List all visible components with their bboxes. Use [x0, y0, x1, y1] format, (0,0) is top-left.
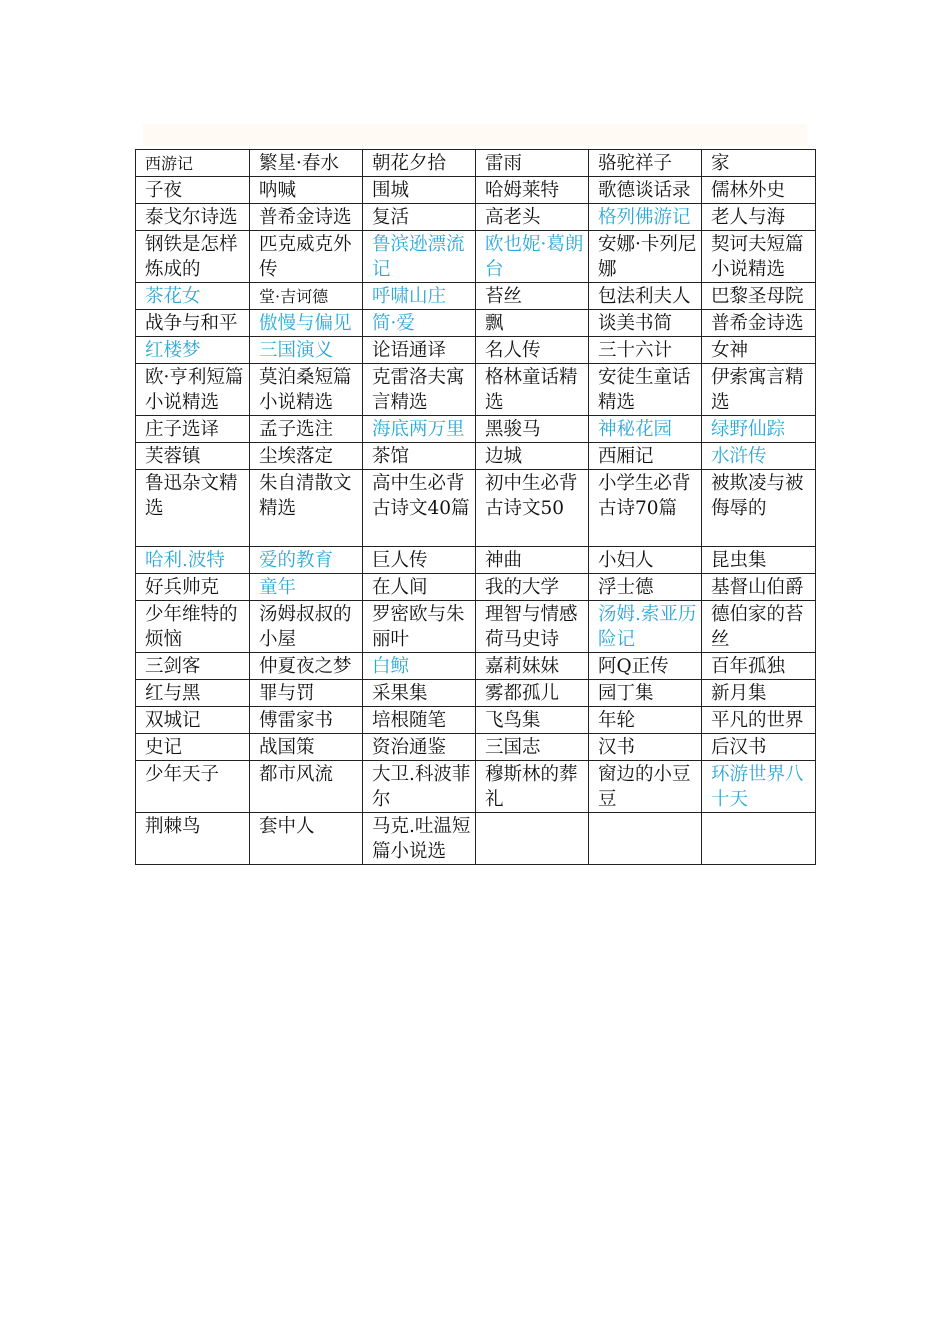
book-cell: 格林童话精选 [476, 364, 589, 416]
book-cell: 马克.吐温短篇小说选 [363, 813, 476, 865]
table-row [136, 283, 816, 310]
book-cell: 阿Q正传 [589, 653, 702, 680]
book-cell: 罗密欧与朱丽叶 [363, 601, 476, 653]
book-cell: 莫泊桑短篇小说精选 [250, 364, 363, 416]
book-cell: 荆棘鸟 [136, 813, 250, 865]
book-cell: 汤姆叔叔的小屋 [250, 601, 363, 653]
book-cell: 海底两万里 [363, 416, 476, 443]
book-cell: 复活 [363, 204, 476, 231]
book-cell: 史记 [136, 734, 250, 761]
book-cell: 鲁迅杂文精选 [136, 470, 250, 547]
book-cell: 基督山伯爵 [702, 574, 816, 601]
book-cell: 采果集 [363, 680, 476, 707]
book-cell: 儒林外史 [702, 177, 816, 204]
book-cell: 都市风流 [250, 761, 363, 813]
table-row [136, 574, 816, 601]
table-row [136, 470, 816, 547]
book-cell [702, 813, 816, 865]
book-cell: 茶馆 [363, 443, 476, 470]
book-cell: 歌德谈话录 [589, 177, 702, 204]
book-cell: 哈姆莱特 [476, 177, 589, 204]
book-cell: 百年孤独 [702, 653, 816, 680]
book-cell: 三十六计 [589, 337, 702, 364]
book-cell: 呼啸山庄 [363, 283, 476, 310]
book-cell: 三国志 [476, 734, 589, 761]
book-cell: 繁星·春水 [250, 150, 363, 177]
book-cell: 傅雷家书 [250, 707, 363, 734]
table-row [136, 416, 816, 443]
table-row [136, 547, 816, 574]
book-cell: 三国演义 [250, 337, 363, 364]
book-cell: 罪与罚 [250, 680, 363, 707]
book-cell: 普希金诗选 [702, 310, 816, 337]
book-cell: 黑骏马 [476, 416, 589, 443]
book-cell [476, 813, 589, 865]
book-cell: 朱自清散文精选 [250, 470, 363, 547]
table-row [136, 734, 816, 761]
book-cell: 初中生必背古诗文50 [476, 470, 589, 547]
table-row [136, 364, 816, 416]
book-cell: 欧·亨利短篇小说精选 [136, 364, 250, 416]
book-cell: 伊索寓言精选 [702, 364, 816, 416]
book-cell: 呐喊 [250, 177, 363, 204]
book-cell: 白鲸 [363, 653, 476, 680]
book-cell: 朝花夕拾 [363, 150, 476, 177]
book-cell: 安娜·卡列尼娜 [589, 231, 702, 283]
book-cell: 大卫.科波菲尔 [363, 761, 476, 813]
book-cell: 简·爱 [363, 310, 476, 337]
book-cell: 论语通译 [363, 337, 476, 364]
table-row [136, 231, 816, 283]
book-cell: 嘉莉妹妹 [476, 653, 589, 680]
book-cell: 少年天子 [136, 761, 250, 813]
table-row [136, 707, 816, 734]
book-cell: 童年 [250, 574, 363, 601]
book-cell: 钢铁是怎样炼成的 [136, 231, 250, 283]
book-cell: 包法利夫人 [589, 283, 702, 310]
book-cell: 穆斯林的葬礼 [476, 761, 589, 813]
book-cell: 名人传 [476, 337, 589, 364]
book-cell: 边城 [476, 443, 589, 470]
book-cell: 战争与和平 [136, 310, 250, 337]
book-cell: 茶花女 [136, 283, 250, 310]
book-cell: 窗边的小豆豆 [589, 761, 702, 813]
book-cell: 克雷洛夫寓言精选 [363, 364, 476, 416]
book-cell: 我的大学 [476, 574, 589, 601]
table-row [136, 204, 816, 231]
table-row [136, 761, 816, 813]
book-cell: 套中人 [250, 813, 363, 865]
book-cell: 围城 [363, 177, 476, 204]
book-cell: 巴黎圣母院 [702, 283, 816, 310]
book-cell: 三剑客 [136, 653, 250, 680]
book-cell: 老人与海 [702, 204, 816, 231]
book-cell: 新月集 [702, 680, 816, 707]
book-cell: 年轮 [589, 707, 702, 734]
book-cell: 格列佛游记 [589, 204, 702, 231]
book-cell: 高老头 [476, 204, 589, 231]
book-cell: 小学生必背古诗70篇 [589, 470, 702, 547]
book-cell: 西厢记 [589, 443, 702, 470]
book-cell: 神秘花园 [589, 416, 702, 443]
book-cell: 契诃夫短篇小说精选 [702, 231, 816, 283]
book-cell: 西游记 [136, 150, 250, 177]
book-cell: 孟子选注 [250, 416, 363, 443]
book-cell: 泰戈尔诗选 [136, 204, 250, 231]
book-cell: 园丁集 [589, 680, 702, 707]
book-cell: 鲁滨逊漂流记 [363, 231, 476, 283]
book-cell: 资治通鉴 [363, 734, 476, 761]
book-cell: 飞鸟集 [476, 707, 589, 734]
book-cell: 神曲 [476, 547, 589, 574]
table-row [136, 337, 816, 364]
book-cell: 巨人传 [363, 547, 476, 574]
book-cell: 安徒生童话精选 [589, 364, 702, 416]
table-row [136, 680, 816, 707]
table-row [136, 653, 816, 680]
book-cell: 庄子选译 [136, 416, 250, 443]
book-cell: 理智与情感荷马史诗 [476, 601, 589, 653]
book-list-table [135, 149, 816, 865]
book-cell: 芙蓉镇 [136, 443, 250, 470]
book-cell: 尘埃落定 [250, 443, 363, 470]
table-row [136, 150, 816, 177]
header-band [143, 124, 807, 146]
book-cell: 后汉书 [702, 734, 816, 761]
book-cell: 双城记 [136, 707, 250, 734]
table-row [136, 813, 816, 865]
book-cell: 好兵帅克 [136, 574, 250, 601]
book-cell: 匹克威克外传 [250, 231, 363, 283]
book-cell: 小妇人 [589, 547, 702, 574]
book-cell: 德伯家的苔丝 [702, 601, 816, 653]
table-row [136, 443, 816, 470]
book-cell: 爱的教育 [250, 547, 363, 574]
book-cell: 普希金诗选 [250, 204, 363, 231]
book-cell: 被欺凌与被侮辱的 [702, 470, 816, 547]
book-cell: 在人间 [363, 574, 476, 601]
book-cell: 雾都孤儿 [476, 680, 589, 707]
book-cell: 高中生必背古诗文40篇 [363, 470, 476, 547]
book-cell: 汉书 [589, 734, 702, 761]
book-cell: 傲慢与偏见 [250, 310, 363, 337]
book-cell: 环游世界八十天 [702, 761, 816, 813]
book-cell: 战国策 [250, 734, 363, 761]
book-cell: 家 [702, 150, 816, 177]
book-cell: 堂·吉诃德 [250, 283, 363, 310]
book-cell: 哈利.波特 [136, 547, 250, 574]
table-row [136, 310, 816, 337]
book-cell: 汤姆.索亚历险记 [589, 601, 702, 653]
book-cell: 水浒传 [702, 443, 816, 470]
table-row [136, 601, 816, 653]
book-cell: 仲夏夜之梦 [250, 653, 363, 680]
book-cell: 绿野仙踪 [702, 416, 816, 443]
book-cell: 雷雨 [476, 150, 589, 177]
book-cell [589, 813, 702, 865]
book-cell: 少年维特的烦恼 [136, 601, 250, 653]
book-cell: 女神 [702, 337, 816, 364]
book-cell: 平凡的世界 [702, 707, 816, 734]
book-cell: 浮士德 [589, 574, 702, 601]
book-cell: 培根随笔 [363, 707, 476, 734]
book-cell: 苔丝 [476, 283, 589, 310]
book-cell: 子夜 [136, 177, 250, 204]
table-row [136, 177, 816, 204]
book-cell: 红楼梦 [136, 337, 250, 364]
book-cell: 红与黑 [136, 680, 250, 707]
book-cell: 谈美书简 [589, 310, 702, 337]
book-cell: 骆驼祥子 [589, 150, 702, 177]
book-cell: 飘 [476, 310, 589, 337]
book-cell: 昆虫集 [702, 547, 816, 574]
book-cell: 欧也妮·葛朗台 [476, 231, 589, 283]
